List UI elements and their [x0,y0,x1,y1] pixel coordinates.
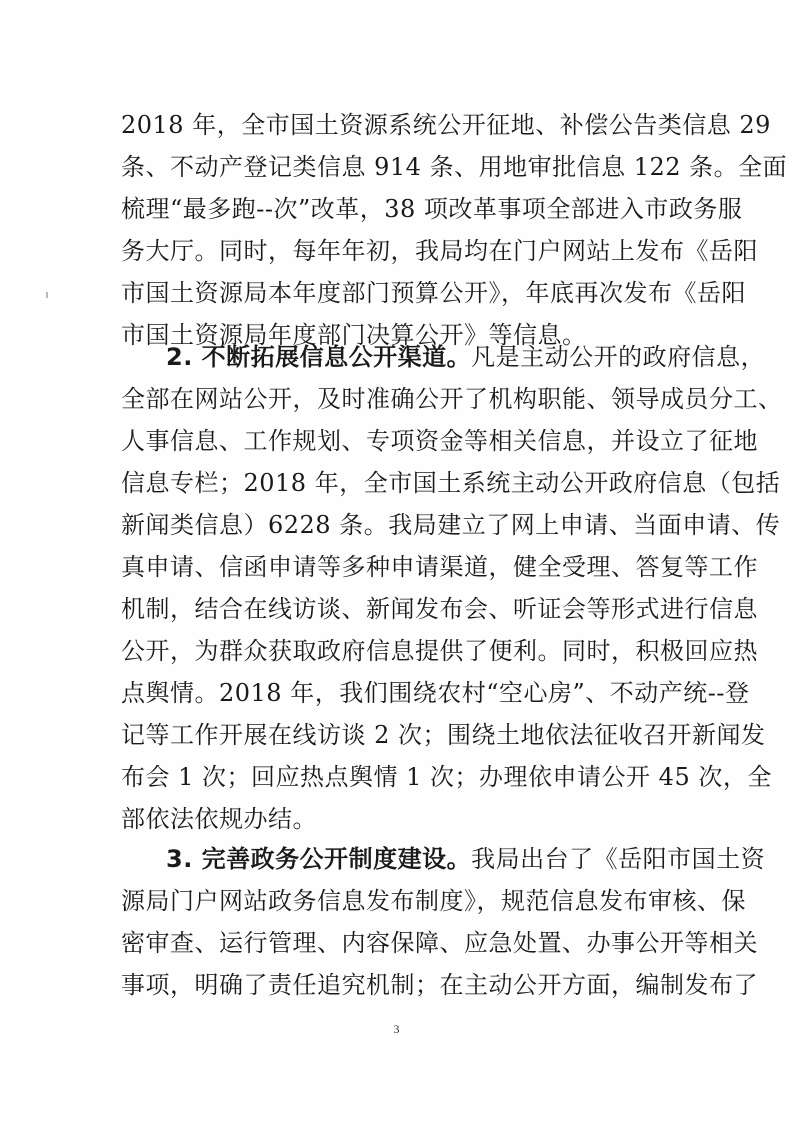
text-line: 条、不动产登记类信息 914 条、用地审批信息 122 条。全面 [121,153,788,181]
text-line: 市国土资源局本年度部门预算公开》，年底再次发布《岳阳 [121,279,746,307]
text-line: 公开，为群众获取政府信息提供了便利。同时，积极回应热 [121,637,758,665]
text-line: 记等工作开展在线访谈 2 次；围绕土地依法征收召开新闻发 [121,721,766,749]
text-line: 梳理“最多跑--次”改革，38 项改革事项全部进入市政务服 [121,195,743,223]
text-line: 点舆情。2018 年，我们围绕农村“空心房”、不动产统--登 [121,679,750,707]
text-line: 真申请、信函申请等多种申请渠道，健全受理、答复等工作 [121,553,758,581]
paragraph-1 [121,104,788,356]
text-line: 人事信息、工作规划、专项资金等相关信息，并设立了征地 [121,427,758,455]
section-3-first-line [121,838,766,880]
section-3 [121,838,766,1006]
text-line: 市国土资源局年度部门决算公开》等信息。 [121,321,587,349]
section-2-heading: 2. 不断拓展信息公开渠道。 [166,343,472,371]
text-line: 密审查、运行管理、内容保障、应急处置、办事公开等相关 [121,929,758,957]
text-line: 机制，结合在线访谈、新闻发布会、听证会等形式进行信息 [121,595,758,623]
text-line: 事项，明确了责任追究机制；在主动公开方面，编制发布了 [121,971,758,999]
section-3-heading: 3. 完善政务公开制度建设。 [166,845,472,873]
scan-margin-mark [46,292,48,298]
text-line: 全部在网站公开，及时准确公开了机构职能、领导成员分工、 [121,385,783,413]
text-line: 部依法依规办结。 [121,805,317,833]
section-2 [121,336,783,840]
section-2-first-line [121,336,766,378]
text-line: 信息专栏；2018 年，全市国土系统主动公开政府信息（包括 [121,469,781,497]
text-line: 布会 1 次；回应热点舆情 1 次；办理依申请公开 45 次，全 [121,763,772,791]
text-line: 源局门户网站政务信息发布制度》，规范信息发布审核、保 [121,887,746,915]
text-line: 2018 年，全市国土资源系统公开征地、补偿公告类信息 29 [121,111,771,139]
text-line: 务大厅。同时，每年年初，我局均在门户网站上发布《岳阳 [121,237,758,265]
text-line: 新闻类信息）6228 条。我局建立了网上申请、当面申请、传 [121,511,781,539]
page-number: 3 [393,1022,400,1036]
section-3-first-line-text: 我局出台了《岳阳市国土资 [471,845,766,873]
section-2-first-line-text: 凡是主动公开的政府信息， [471,343,766,371]
